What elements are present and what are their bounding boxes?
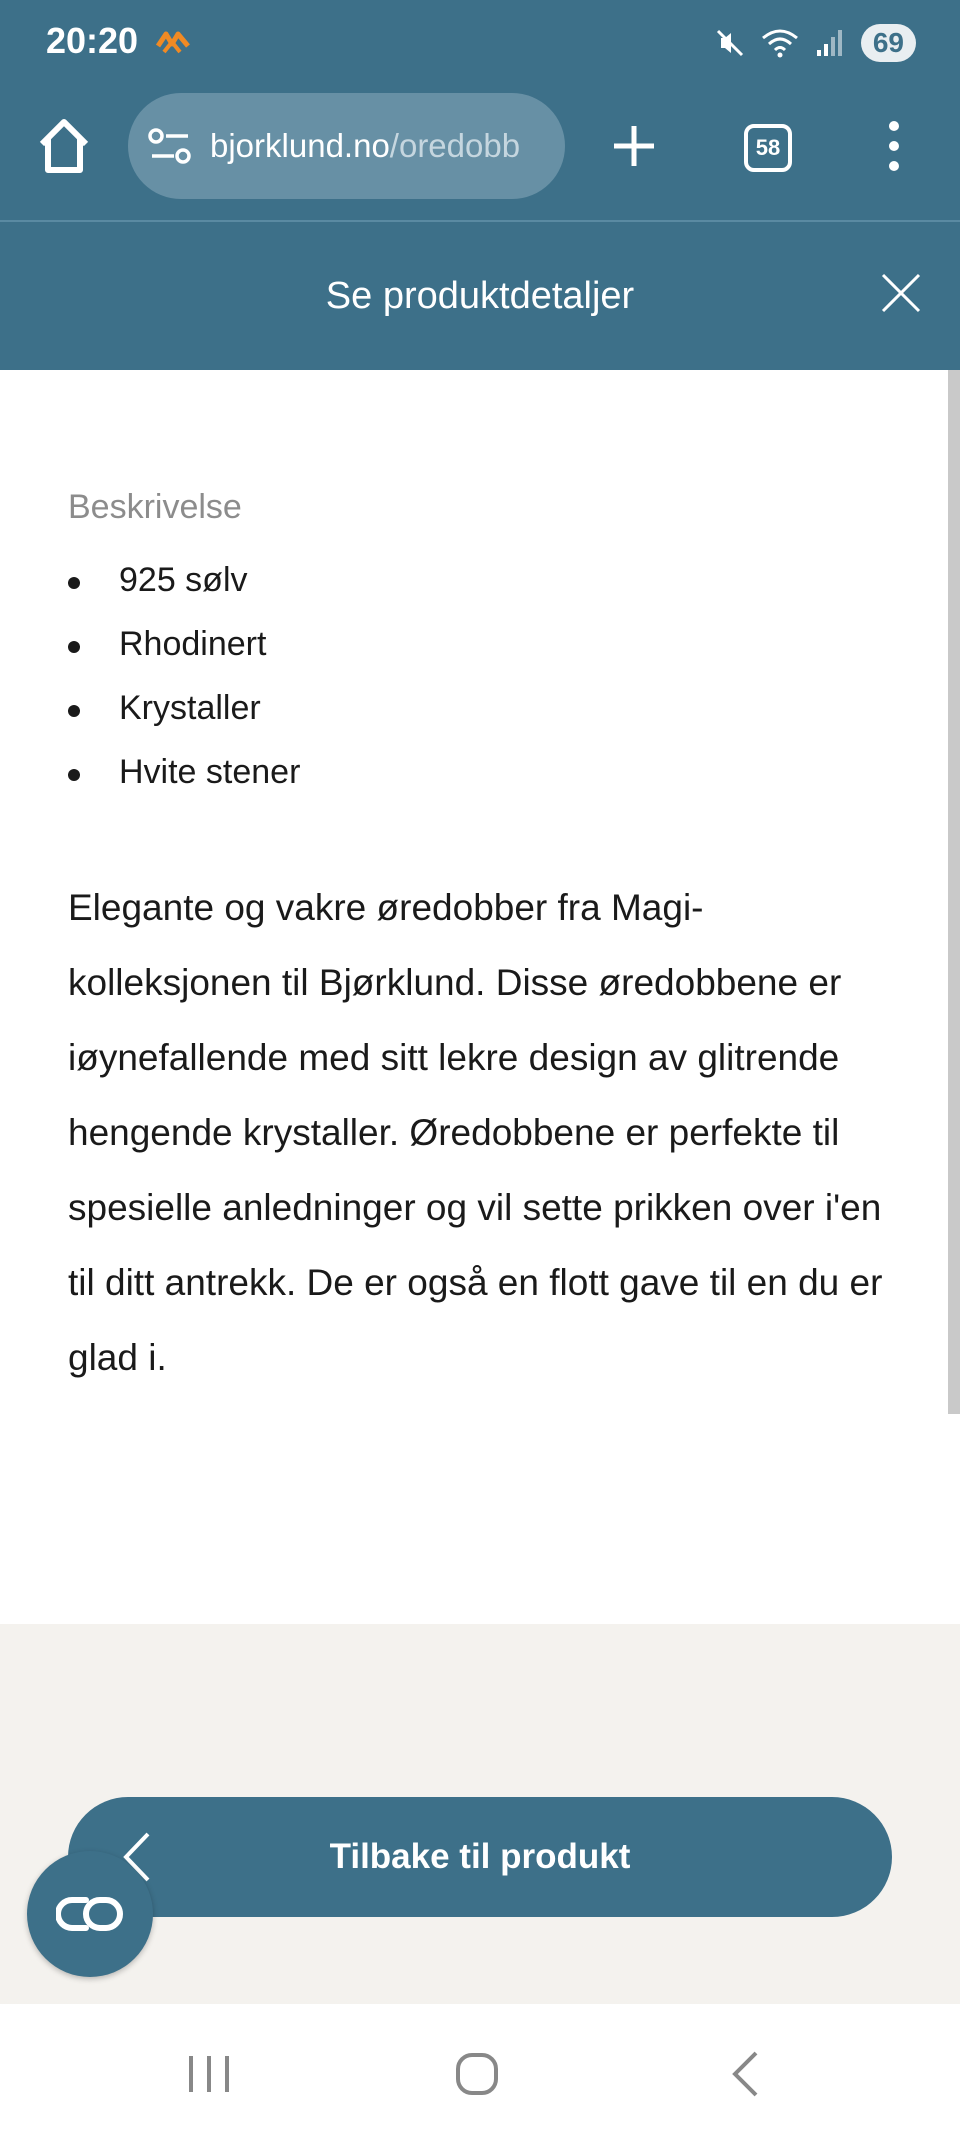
home-nav-icon[interactable] bbox=[455, 2052, 499, 2096]
modal-header bbox=[0, 222, 960, 370]
back-to-product-button[interactable] bbox=[68, 1797, 892, 1917]
close-icon[interactable] bbox=[880, 272, 922, 314]
back-to-product-label: Tilbake til produkt bbox=[329, 1837, 631, 1876]
signal-icon bbox=[815, 28, 845, 58]
status-icons bbox=[715, 24, 916, 62]
battery-level: 69 bbox=[861, 24, 916, 62]
chat-link-icon bbox=[56, 1896, 124, 1932]
health-pulse-icon bbox=[156, 30, 190, 58]
modal-title: Se produktdetaljer bbox=[325, 275, 635, 317]
description-label: Beskrivelse bbox=[68, 488, 242, 526]
system-nav-bar bbox=[0, 2004, 960, 2133]
address-bar[interactable] bbox=[128, 93, 565, 199]
mute-icon bbox=[715, 28, 745, 58]
scrollbar[interactable] bbox=[948, 370, 960, 1414]
feature-item: Rhodinert bbox=[68, 612, 300, 676]
url-domain: bjorklund.no bbox=[210, 127, 390, 164]
chat-button[interactable] bbox=[27, 1851, 153, 1977]
wifi-icon bbox=[761, 28, 799, 58]
url-path: /oredobb bbox=[389, 127, 521, 164]
new-tab-icon[interactable] bbox=[610, 122, 658, 170]
more-menu-icon[interactable] bbox=[882, 118, 906, 174]
status-time: 20:20 bbox=[46, 20, 139, 61]
feature-item: 925 sølv bbox=[68, 548, 300, 612]
recent-apps-icon[interactable] bbox=[186, 2054, 232, 2094]
tab-switcher-button[interactable]: 58 bbox=[744, 124, 792, 172]
site-settings-icon[interactable] bbox=[148, 126, 192, 166]
back-nav-icon[interactable] bbox=[730, 2050, 760, 2098]
feature-item: Hvite stener bbox=[68, 740, 300, 804]
status-bar bbox=[0, 0, 960, 88]
product-description-text: Elegante og vakre øredobber fra Magi-kolleksjonen til Bjørklund. Disse øredobbene er iøynefallende med sitt lekre design av glitrende hengende krystaller. Øredobbene er perfekte til spesielle anledninger og vil sette prikken over i'en til ditt antrekk. De er også en flott gave til en du er glad i. bbox=[68, 887, 883, 1378]
home-icon[interactable] bbox=[36, 116, 92, 176]
feature-item: Krystaller bbox=[68, 676, 300, 740]
url-text[interactable] bbox=[210, 127, 520, 165]
feature-list bbox=[68, 548, 300, 804]
browser-toolbar bbox=[0, 88, 960, 222]
